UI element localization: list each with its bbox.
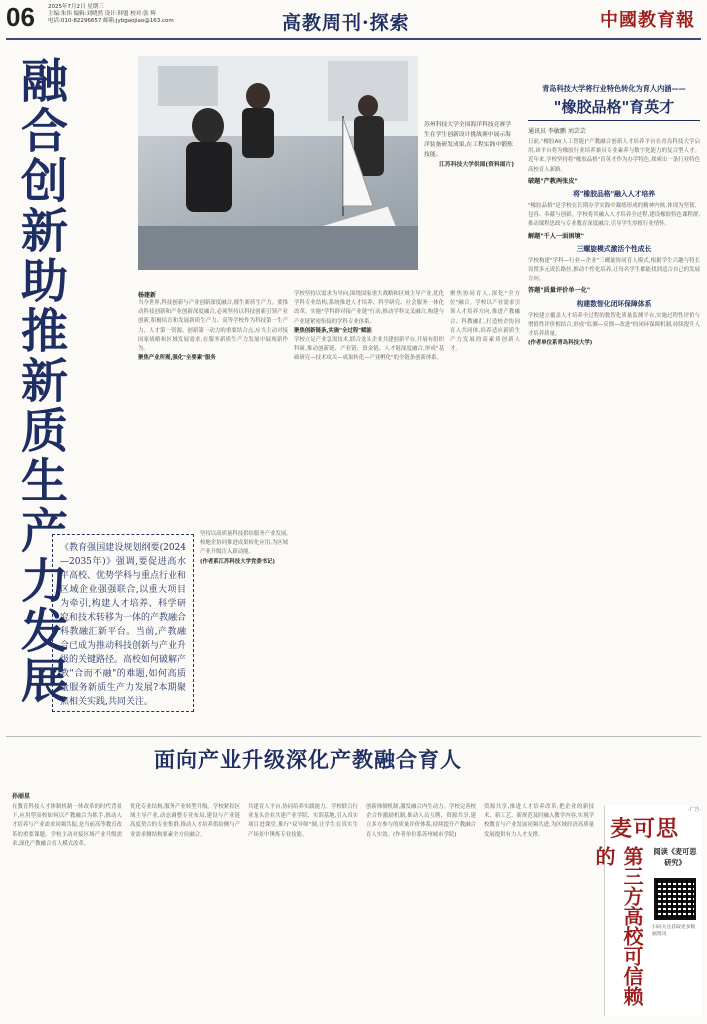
lead-heading-1: 聚焦产业所需,强化"全要素"服务: [138, 355, 216, 362]
right-subtitle-3: 构建数智化闭环保障体系: [576, 299, 652, 308]
right-subhead-3: 答题"质量评价单一化": [528, 287, 591, 295]
ad-brand: 麦可思: [610, 817, 680, 842]
lead-column-2: [294, 290, 444, 720]
ad-tag: ·广告·: [688, 807, 702, 813]
right-body: [528, 138, 700, 736]
caption-text: 苏州科技大学全国海洋科技竞赛学生在学生创新设计挑战赛中展示海洋装备研发成果,在工程实践中锻炼技能。: [424, 122, 513, 158]
second-column-3: 共建育人平台,协同培养实践能力。学校联合行业龙头企业共建产业学院、实训基地,引入真实项目进课堂,推行"双导师"制,让学生在真实生产场景中锤炼专业技能。: [248, 804, 358, 838]
lead-paragraph-3: 聚焦协同育人,深化"全方位"融合。学校以产业需求引领人才培养方向,推进产教融合、科教融汇,打造校企协同育人共同体,培养适应新质生产力发展的高素质创新人才。: [450, 291, 520, 353]
right-subtitle-2: 三螺旋模式激活个性成长: [576, 244, 652, 253]
second-column-5: 资源共享,推进人才培养改革,把企业的新技术、新工艺、新规范及时融入教学内容,实现学校教育与产业发展同频共进,为区域经济高质量发展提供有力人才支撑。: [484, 804, 594, 838]
header-rule: [6, 38, 701, 40]
right-intro: 日前,"橡胶AI(人工智能)"产教融合创新人才培养平台在青岛科技大学启用,该平台将为橡胶行业培养兼具专业素养与数字化能力的复合型人才。近年来,学校坚持将"橡胶品格"育英才作为办学特色,探索出一条行业特色高校育人新路。: [528, 139, 700, 173]
right-unit: (作者单位系青岛科技大学): [528, 340, 593, 347]
lead-paragraph-2: 学校坚持以需求为导向,围绕国家重大战略和区域主导产业,优化学科专业结构,系统推进人才培养、科学研究、社会服务一体化改革。实施"学科群对接产业链"行动,推动学科交叉融合,构建与产业链紧密衔接的学科专业体系。: [294, 291, 444, 325]
lead-byline: 杨建新: [138, 292, 157, 299]
right-kicker: 青岛科技大学将行业特色转化为育人内涵——: [542, 84, 686, 93]
right-body-3: 学校建立覆盖人才培养全过程的数智化质量监测平台,实施过程性评价与增值性评价相结合,形成"监测—反馈—改进"的闭环保障机制,持续提升人才培养质量。: [528, 312, 700, 338]
second-column-4: 创新体制机制,激发融合内生动力。学校完善校企合作激励机制,推动人员互聘、资源共享,建立多方参与的质量评价体系,持续提升产教融合育人实效。(作者单位系苏州城市学院): [366, 804, 476, 838]
editor-quote-box: 《教育强国建设规划纲要(2024—2035年)》强调,要促进高水平高校、优势学科与重点行业和区域企业强强联合,以重大项目为牵引,构建人才培养、科学研究和技术转移为一体的产教融合科教融汇新平台。当前,产教融合已成为推动科技创新与产业升级的关键路径。高校如何破解产教"合而不融"的难题,如何高质量服务新质生产力发展?本期聚焦相关实践,共同关注。: [52, 534, 194, 712]
lead-photo: [138, 56, 418, 270]
lead-heading-2: 聚焦创新链条,实施"全过程"赋能: [294, 327, 372, 334]
second-column-2: 优化专业结构,服务产业转型升级。学校紧扣区域主导产业,动态调整专业布局,建设与产业链高度契合的专业集群,推动人才培养供给侧与产业需求侧结构要素全方位融合。: [130, 804, 240, 838]
right-body-2: 学校构建"学科—行业—企业"三螺旋协同育人模式,根据学生兴趣与特长设置多元成长路径,推动个性化培养,让每名学生都能找到适合自己的发展方向。: [528, 257, 700, 283]
lead-author-unit: (作者系江苏科技大学党委书记): [200, 558, 276, 565]
right-subhead-2: 解题"千人一面困境": [528, 232, 584, 240]
header-info: [48, 4, 174, 26]
lab-scene-illustration: [138, 56, 418, 270]
second-column-1: 在教育科技人才体制机制一体改革的时代背景下,应用型高校如何以产教融合为抓手,推动人才培养与产业需求同频共振,是当前高等教育改革的重要课题。学校主动对接区域产业升级需求,深化产教融合育人模式改革。: [12, 804, 122, 847]
ad-slogan: 第三方高校可信赖的: [592, 846, 644, 1006]
qr-note: 扫码关注获取更多数据资讯: [652, 925, 696, 937]
right-title: "橡胶品格"育英才: [553, 98, 675, 116]
second-title: 面向产业升级深化产教融合育人: [154, 748, 462, 772]
section-divider: [6, 736, 701, 737]
editors-line: 主编:朱伟 编辑:刘晓然 设计:韩盟 校对:张 辉: [48, 11, 156, 18]
section-title: 高教周刊·探索: [282, 12, 410, 34]
lead-column-3: [450, 290, 520, 720]
lead-column-1: [138, 290, 288, 542]
lead-paragraph-4: 坚持以高质量科技供给服务产业发展,校地企协同推进成果转化应用,为区域产业升级注入新动能。: [200, 531, 288, 556]
caption-source: 江苏科技大学供图(资料图片): [439, 162, 514, 168]
contact-line: 电话:010-82296657 邮箱:jybgaojiao@163.com: [48, 18, 174, 25]
right-subhead-1: 破题"产教两张皮": [528, 177, 578, 185]
right-authors: 通讯员 李敏鹏 刘芸芸: [528, 128, 586, 135]
right-body-1: "橡胶品格"是学校在长期办学实践中凝练形成的精神内核,体现为坚韧、包容、奉献与创新。学校将其融入人才培养全过程,建设橡胶特色课程群,推动课程思政与专业教育深度融合,引导学生厚植行业情怀。: [528, 203, 700, 228]
ad-read-label: 阅读《麦可思研究》: [653, 847, 697, 867]
right-subtitle-1: 将"橡胶品格"融入人才培养: [573, 190, 655, 199]
lead-paragraph-1: 当今世界,科技创新与产业创新深度融合,催生新质生产力。要推动科技创新和产业创新深度融合,必须坚持以科技创新引领产业创新,积极培育和发展新质生产力。高等学校作为科技第一生产力、人才第一资源、创新第一动力的重要结合点,应当主动对接国家战略和区域发展需求,在服务新质生产力发展中展现新作为。: [138, 300, 288, 353]
lead-paragraph-2b: 学校立足产业急需技术,联合龙头企业共建创新平台,开展有组织科研,推动创新链、产业链、资金链、人才链深度融合,形成"基础研究—技术攻关—成果转化—产业孵化"的全链条创新体系。: [294, 337, 444, 362]
second-author: 孙丽星: [12, 793, 31, 800]
lead-column-1b: [200, 530, 288, 720]
right-title-rule: [528, 120, 700, 121]
photo-caption: [424, 120, 514, 170]
lead-title: 融合创新助推新质生产力发展: [13, 56, 68, 706]
newspaper-logo: 中國教育報: [600, 10, 695, 31]
qr-code-icon[interactable]: [654, 878, 696, 920]
page-number: 06: [6, 2, 35, 32]
date-line: 2025年7月2日 星期三: [48, 4, 104, 10]
